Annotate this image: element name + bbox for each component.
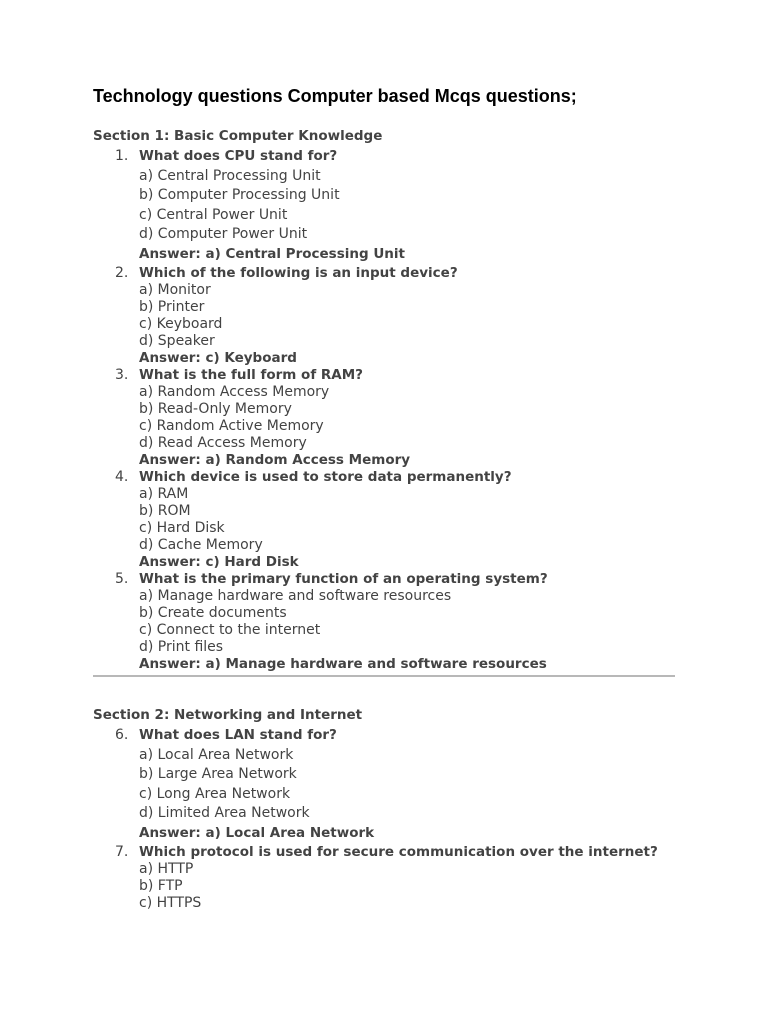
- answer-option: a) Central Processing Unit: [139, 167, 321, 184]
- answer-option: d) Computer Power Unit: [139, 226, 308, 243]
- question-item: [93, 844, 675, 912]
- answer-option: a) HTTP: [139, 860, 194, 877]
- answer-option: c) Keyboard: [139, 315, 223, 332]
- question-item: [93, 367, 675, 469]
- question-number: 7.: [115, 843, 129, 860]
- question-text: Which of the following is an input device?: [139, 264, 458, 281]
- answer-option: b) Read-Only Memory: [139, 400, 292, 417]
- correct-answer: Answer: a) Local Area Network: [139, 824, 375, 841]
- answer-option: b) Create documents: [139, 604, 287, 621]
- answer-option: b) ROM: [139, 502, 191, 519]
- answer-option: c) Hard Disk: [139, 519, 225, 536]
- correct-answer: Answer: a) Random Access Memory: [139, 451, 411, 468]
- answer-option: b) Computer Processing Unit: [139, 187, 340, 204]
- question-item: [93, 726, 675, 844]
- answer-option: d) Read Access Memory: [139, 434, 307, 451]
- answer-option: b) Printer: [139, 298, 205, 315]
- answer-option: a) Local Area Network: [139, 746, 294, 763]
- answer-option: a) Manage hardware and software resources: [139, 587, 452, 604]
- question-number: 5.: [115, 570, 129, 587]
- correct-answer: Answer: c) Hard Disk: [139, 553, 299, 570]
- question-item: [93, 265, 675, 367]
- question-number: 1.: [115, 148, 129, 164]
- answer-option: c) Connect to the internet: [139, 621, 321, 638]
- section-networking-and-internet: [93, 706, 675, 912]
- question-text: What is the full form of RAM?: [139, 366, 364, 383]
- section-basic-computer-knowledge: [93, 127, 675, 673]
- answer-option: a) RAM: [139, 485, 189, 502]
- question-number: 6.: [115, 727, 129, 743]
- page-title: Technology questions Computer based Mcqs questions;: [93, 86, 577, 106]
- section-heading: Section 2: Networking and Internet: [93, 707, 363, 723]
- answer-option: a) Random Access Memory: [139, 383, 330, 400]
- question-item: [93, 147, 675, 265]
- answer-option: a) Monitor: [139, 281, 211, 298]
- answer-option: c) Random Active Memory: [139, 417, 324, 434]
- correct-answer: Answer: a) Central Processing Unit: [139, 245, 405, 262]
- answer-option: c) Long Area Network: [139, 785, 291, 802]
- question-number: 4.: [115, 468, 129, 485]
- question-text: What is the primary function of an operating system?: [139, 570, 548, 587]
- answer-option: d) Cache Memory: [139, 536, 263, 553]
- answer-option: d) Print files: [139, 638, 224, 655]
- correct-answer: Answer: c) Keyboard: [139, 349, 297, 366]
- answer-option: c) Central Power Unit: [139, 206, 288, 223]
- question-number: 2.: [115, 264, 129, 281]
- section-heading: Section 1: Basic Computer Knowledge: [93, 128, 383, 144]
- correct-answer: Answer: a) Manage hardware and software resources: [139, 655, 547, 672]
- question-number: 3.: [115, 366, 129, 383]
- answer-option: d) Limited Area Network: [139, 805, 310, 822]
- question-text: Which device is used to store data permanently?: [139, 468, 512, 485]
- question-item: [93, 571, 675, 673]
- question-text: Which protocol is used for secure communication over the internet?: [139, 843, 658, 860]
- section-divider: [93, 675, 675, 677]
- question-text: What does LAN stand for?: [139, 727, 337, 743]
- answer-option: d) Speaker: [139, 332, 215, 349]
- answer-option: c) HTTPS: [139, 894, 202, 911]
- question-item: [93, 469, 675, 571]
- answer-option: b) Large Area Network: [139, 766, 297, 783]
- question-text: What does CPU stand for?: [139, 148, 338, 164]
- answer-option: b) FTP: [139, 877, 183, 894]
